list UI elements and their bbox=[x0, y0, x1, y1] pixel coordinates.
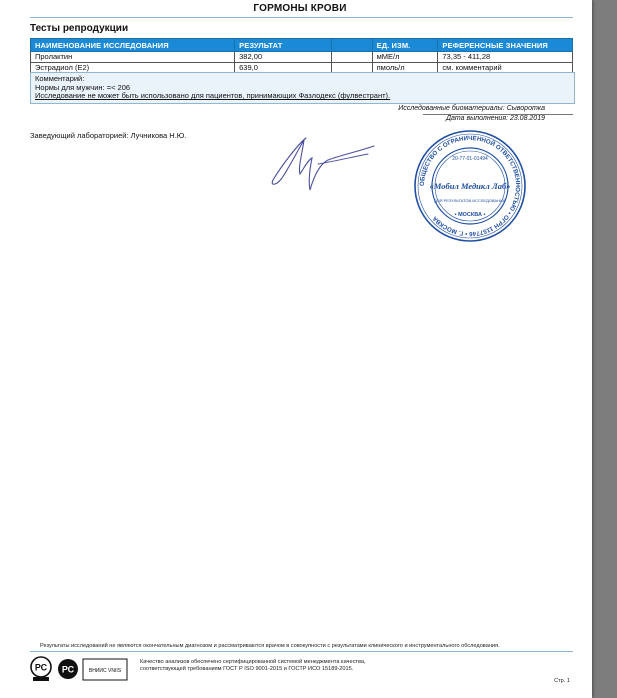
vniis-logo bbox=[83, 659, 127, 680]
cell-reference: 73,35 - 411,28 bbox=[438, 52, 573, 63]
table-row bbox=[31, 52, 573, 63]
cell-result: 382,00 bbox=[235, 52, 332, 63]
stamp-code: 20-77-01-01494 bbox=[452, 156, 488, 162]
logo-rc1-text: РС bbox=[34, 662, 48, 673]
cell-test-name: Эстрадиол (E2) bbox=[31, 63, 235, 74]
signature-image bbox=[268, 128, 383, 198]
stamp-company-name: «Мобил Медикл Лаб» bbox=[429, 181, 511, 191]
cell-result: 639,0 bbox=[235, 63, 332, 74]
comment-box bbox=[30, 72, 575, 104]
logo-rc2-text: РС bbox=[61, 664, 75, 675]
quality-line-1: Качество анализов обеспечено сертифицированной системой менеджмента качества, bbox=[140, 659, 366, 665]
col-header-flag bbox=[331, 39, 372, 52]
cell-flag bbox=[331, 52, 372, 63]
cell-unit: пмоль/л bbox=[372, 63, 438, 74]
lab-head-signatory: Заведующий лабораторией: Лучникова Н.Ю. bbox=[30, 131, 187, 140]
cell-reference: см. комментарий bbox=[438, 63, 573, 74]
cell-unit: мМЕ/л bbox=[372, 52, 438, 63]
stamp-city: • МОСКВА • bbox=[454, 212, 486, 218]
results-table bbox=[30, 38, 573, 74]
company-stamp bbox=[411, 128, 529, 244]
quality-line-2: соответствующей требованиям ГОСТ Р ISO 9001-2015 и ГОСТР ИСО 15189-2015. bbox=[140, 666, 354, 673]
logo-cert-text: ВНИИС VNIIS bbox=[88, 668, 122, 674]
completion-date: Дата выполнения: 23.08.2019 bbox=[446, 115, 545, 122]
comment-norm: Нормы для мужчин: =< 206 bbox=[35, 82, 131, 92]
stamp-ring-text: ОБЩЕСТВО С ОГРАНИЧЕННОЙ ОТВЕТСТВЕННОСТЬЮ • ОГРН 1157746 • Г. МОСКВА bbox=[418, 134, 522, 238]
footer-divider bbox=[30, 651, 573, 652]
comment-note: Исследование не может быть использовано для пациентов, принимающих Фазлодекс (фулвестрант). bbox=[35, 91, 391, 101]
page-number: Стр. 1 bbox=[554, 678, 570, 684]
results-disclaimer: Результаты исследований не являются окончательным диагнозом и рассматриваются врачом в совокупности с результатами клинического и инструментального обследования. bbox=[40, 643, 500, 649]
rostest-logo-1 bbox=[31, 657, 51, 681]
certification-logos bbox=[30, 656, 130, 682]
header-divider bbox=[30, 17, 573, 18]
rostest-logo-2 bbox=[58, 659, 78, 679]
cell-test-name: Пролактин bbox=[31, 52, 235, 63]
section-title: Тесты репродукции bbox=[30, 23, 129, 34]
quality-statement bbox=[140, 659, 366, 674]
col-header-unit: ЕД. ИЗМ. bbox=[372, 39, 438, 52]
stamp-docs-text: ДЛЯ РЕЗУЛЬТАТОВ ИССЛЕДОВАНИЙ bbox=[434, 198, 506, 203]
col-header-reference: РЕФЕРЕНСНЫЕ ЗНАЧЕНИЯ bbox=[438, 39, 573, 52]
table-header-row bbox=[31, 39, 573, 52]
col-header-name: НАИМЕНОВАНИЕ ИССЛЕДОВАНИЯ bbox=[31, 39, 235, 52]
biomaterial-info: Исследованные биоматериалы: Сыворотка bbox=[398, 105, 545, 112]
document-title: ГОРМОНЫ КРОВИ bbox=[253, 3, 347, 14]
col-header-result: РЕЗУЛЬТАТ bbox=[235, 39, 332, 52]
comment-label: Комментарий: bbox=[35, 74, 85, 83]
